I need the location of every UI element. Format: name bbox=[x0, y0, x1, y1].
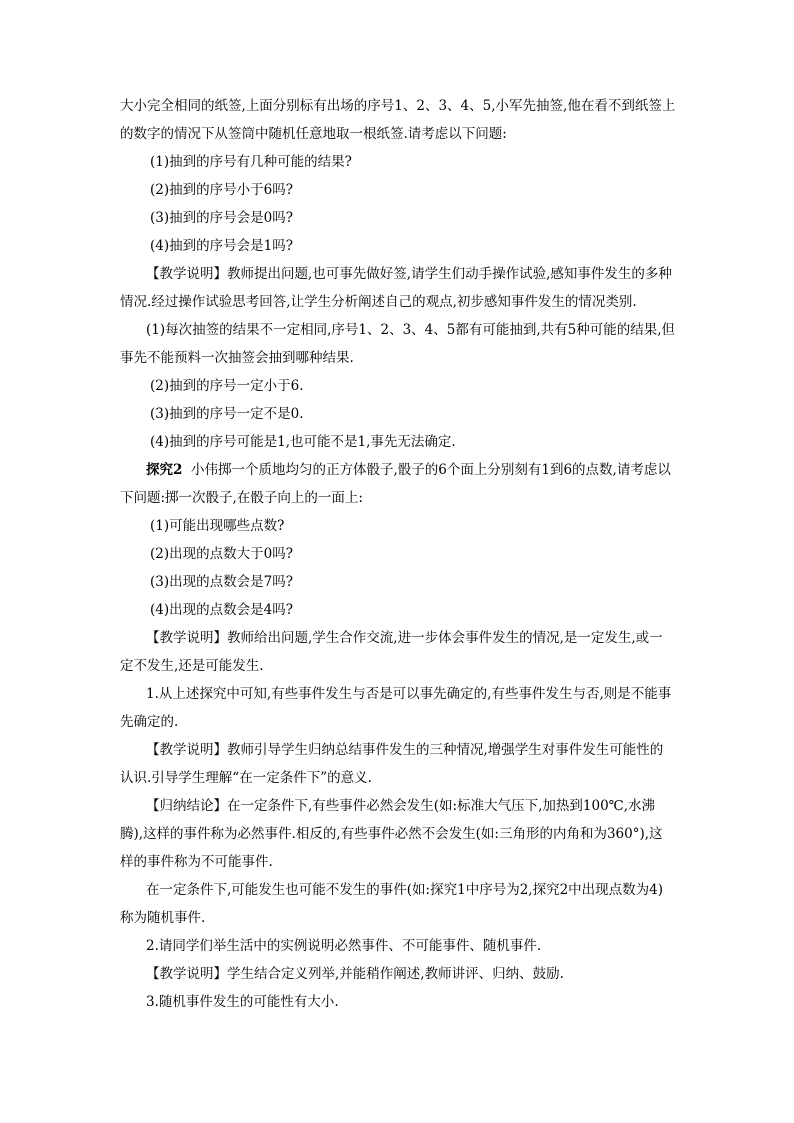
dice-question-3: (3)出现的点数会是7吗? bbox=[150, 574, 293, 590]
teaching-note-label: 【教学说明】 bbox=[146, 742, 227, 758]
explore-2-text: 小伟掷一个质地均匀的正方体骰子,骰子的6个面上分别刻有1到6的点数,请考虑以下问题:掷一次骰子,在骰子向上的一面上: bbox=[120, 462, 671, 506]
question-3: (3)抽到的序号会是0吗? bbox=[150, 210, 293, 226]
teaching-note-text: 教师引导学生归纳总结事件发生的三种情况,增强学生对事件发生可能性的认识.引导学生理解“在一定条件下”的意义. bbox=[120, 742, 664, 786]
explore-2-paragraph bbox=[120, 456, 676, 512]
explore-2-label: 探究2 bbox=[146, 462, 183, 478]
teaching-note-label: 【教学说明】 bbox=[146, 630, 227, 646]
teaching-note-4 bbox=[120, 960, 676, 988]
teaching-note-3 bbox=[120, 736, 676, 792]
dice-question-4: (4)出现的点数会是4吗? bbox=[150, 602, 293, 618]
answer-1: (1)每次抽签的结果不一定相同,序号1、2、3、4、5都有可能抽到,共有5种可能的结果,但事先不能预料一次抽签会抽到哪种结果. bbox=[120, 322, 676, 366]
conclusion-text: 在一定条件下,有些事件必然会发生(如:标准大气压下,加热到100℃,水沸腾),这样的事件称为必然事件.相反的,有些事件必然不会发生(如:三角形的内角和为360°),这样的事件称为不可能事件. bbox=[120, 798, 663, 870]
point-3: 3.随机事件发生的可能性有大小. bbox=[146, 994, 339, 1010]
answer-4: (4)抽到的序号可能是1,也可能不是1,事先无法确定. bbox=[150, 434, 456, 450]
teaching-note-text: 教师给出问题,学生合作交流,进一步体会事件发生的情况,是一定发生,或一定不发生,还是可能发生. bbox=[120, 630, 663, 674]
conclusion-paragraph bbox=[120, 792, 676, 876]
teaching-note-label: 【教学说明】 bbox=[146, 266, 227, 282]
teaching-note-2 bbox=[120, 624, 676, 680]
document-body bbox=[120, 92, 676, 1016]
point-1: 1.从上述探究中可知,有些事件发生与否是可以事先确定的,有些事件发生与否,则是不能事先确定的. bbox=[120, 686, 672, 730]
point-2: 2.请同学们举生活中的实例说明必然事件、不可能事件、随机事件. bbox=[146, 938, 542, 954]
question-4: (4)抽到的序号会是1吗? bbox=[150, 238, 293, 254]
question-1: (1)抽到的序号有几种可能的结果? bbox=[150, 154, 352, 170]
teaching-note-1 bbox=[120, 260, 676, 316]
answer-3: (3)抽到的序号一定不是0. bbox=[150, 406, 304, 422]
teaching-note-text: 教师提出问题,也可事先做好签,请学生们动手操作试验,感知事件发生的多种情况.经过操作试验思考回答,让学生分析阐述自己的观点,初步感知事件发生的情况类别. bbox=[120, 266, 672, 310]
answer-2: (2)抽到的序号一定小于6. bbox=[150, 378, 304, 394]
random-event-definition: 在一定条件下,可能发生也可能不发生的事件(如:探究1中序号为2,探究2中出现点数为4)称为随机事件. bbox=[120, 882, 664, 926]
conclusion-label: 【归纳结论】 bbox=[146, 798, 227, 814]
teaching-note-text: 学生结合定义列举,并能稍作阐述,教师讲评、归纳、鼓励. bbox=[227, 966, 564, 982]
dice-question-1: (1)可能出现哪些点数? bbox=[150, 518, 285, 534]
teaching-note-label: 【教学说明】 bbox=[146, 966, 227, 982]
question-2: (2)抽到的序号小于6吗? bbox=[150, 182, 293, 198]
intro-paragraph: 大小完全相同的纸签,上面分别标有出场的序号1、2、3、4、5,小军先抽签,他在看不到纸签上的数字的情况下从签筒中随机任意地取一根纸签.请考虑以下问题: bbox=[120, 98, 676, 142]
dice-question-2: (2)出现的点数大于0吗? bbox=[150, 546, 293, 562]
